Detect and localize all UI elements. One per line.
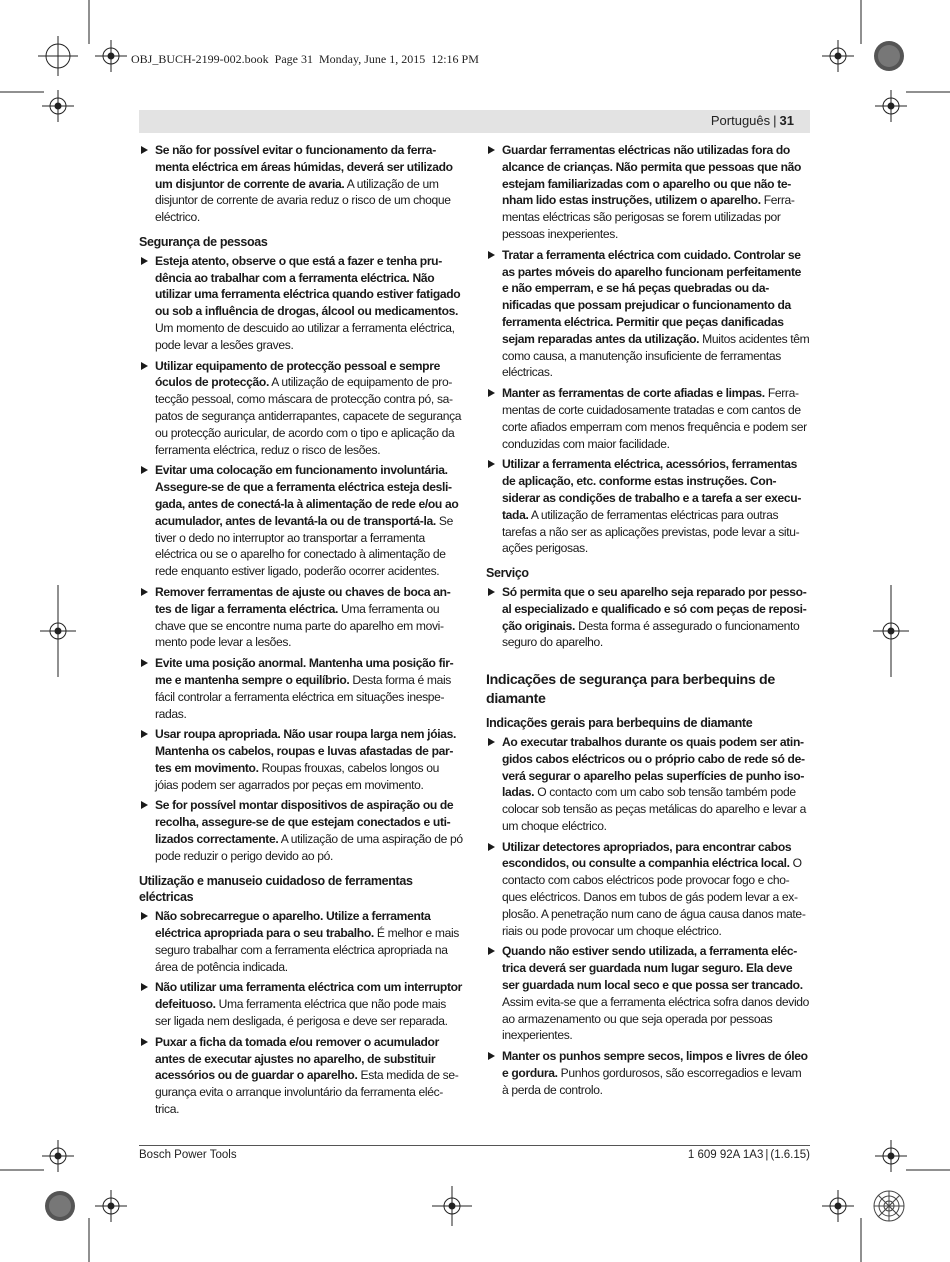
list-item	[486, 1048, 810, 1098]
item-text: O contacto com um cabo sob tensão também pode colocar sob tensão as peças metálicas do aparelho e levar a um choque eléctrico.	[502, 785, 807, 833]
item-bold-text: Só permita que o seu aparelho seja reparado por pessoal especializado e qualificado e só com peças de reposição originais.	[502, 584, 807, 633]
bullet-triangle-icon	[141, 983, 148, 991]
bullet-triangle-icon	[141, 801, 148, 809]
section-heading-service: Serviço	[486, 566, 529, 581]
item-text: A utilização de equipamento de protecção pessoal, como máscara de protecção contra pó, sapatos de segurança antiderrapantes, capacete de segurança ou protecção auricular, de acordo com o tipo e aplicação da ferramenta eléctrica, reduz o risco de lesões.	[155, 375, 462, 457]
item-text: A utilização de uma aspiração de pó pode reduzir o perigo devido ao pó.	[155, 832, 463, 863]
list-item	[486, 456, 810, 557]
footer-doc-info: 1 609 92A 1A3 | (1.6.15)	[687, 1149, 810, 1161]
list-item	[486, 943, 810, 1044]
left-column	[139, 142, 463, 1122]
bullet-triangle-icon	[141, 659, 148, 667]
list-item	[139, 797, 463, 864]
bullet-triangle-icon	[488, 251, 495, 259]
list-item	[139, 908, 463, 975]
registration-mark-right-upper	[875, 90, 907, 122]
section-heading-tools: Utilização e manuseio cuidadoso de ferramentas eléctricas	[139, 873, 413, 905]
footer-doc-number: 1 609 92A 1A3	[687, 1149, 764, 1161]
list	[139, 908, 463, 1118]
item-bold-text: Ao executar trabalhos durante os quais podem ser atingidos cabos eléctricos ou o próprio cabo de rede só deverá segurar o aparelho pelas superfícies de punho isoladas.	[502, 734, 806, 800]
header-language: Português	[710, 113, 771, 128]
registration-mark-left-mid	[40, 585, 76, 677]
list-item	[139, 253, 463, 354]
bullet-triangle-icon	[141, 588, 148, 596]
item-text: Uma ferramenta ou chave que se encontre numa parte do aparelho em movimento pode levar a lesões.	[155, 601, 445, 650]
list	[139, 253, 463, 865]
item-bold-text: Evite uma posição anormal. Mantenha uma posição firme e mantenha sempre o equilíbrio.	[155, 656, 454, 687]
list-item	[139, 584, 463, 651]
item-bold-text: Utilizar a ferramenta eléctrica, acessórios, ferramentas de aplicação, etc. conforme estas instruções. Considerar as condições de trabalho e a tarefa a ser executada.	[502, 457, 802, 522]
item-text: É melhor e mais seguro trabalhar com a ferramenta eléctrica apropriada na área de potência indicada.	[155, 926, 460, 974]
registration-mark-bottom-center	[432, 1186, 472, 1226]
registration-mark-left-lower	[42, 1140, 74, 1172]
footer-brand: Bosch Power Tools	[139, 1149, 237, 1161]
item-bold-text: Guardar ferramentas eléctricas não utilizadas fora do alcance de crianças. Não permita que pessoas que não estejam familiarizadas com o aparelho ou que não tenham lido estas instruções, utilizem o aparelho.	[502, 143, 802, 208]
list-item	[486, 247, 810, 381]
color-target-top-right	[874, 41, 904, 71]
item-text: Desta forma é assegurado o funcionamento seguro do aparelho.	[502, 618, 800, 650]
header-text: Português | 31	[710, 113, 794, 128]
item-bold-text: Utilizar detectores apropriados, para encontrar cabos escondidos, ou consulte a companhia eléctrica local.	[502, 839, 792, 871]
footer-date: (1.6.15)	[770, 1149, 810, 1161]
item-bold-text: Não utilizar uma ferramenta eléctrica com um interruptor defeituoso.	[155, 980, 463, 1012]
bullet-triangle-icon	[488, 738, 495, 746]
bullet-triangle-icon	[488, 146, 495, 154]
section-heading-people: Segurança de pessoas	[139, 234, 268, 249]
list-item	[486, 142, 810, 243]
list-item	[139, 358, 463, 459]
item-bold-text: Manter os punhos sempre secos, limpos e livres de óleo e gordura.	[502, 1049, 808, 1081]
bullet-triangle-icon	[141, 912, 148, 920]
item-bold-text: Tratar a ferramenta eléctrica com cuidado. Controlar se as partes móveis do aparelho funcionam perfeitamente e não emperram, e se há peças quebradas ou danificadas que possam prejudicar o funcionamento da ferramenta eléctrica. Permitir que peças danificadas sejam reparadas antes da utilização.	[502, 247, 802, 346]
subheading-general: Indicações gerais para berbequins de diamante	[486, 716, 753, 731]
item-text: Assim evita-se que a ferramenta eléctrica sofra danos devido ao armazenamento ou que seja operada por pessoas inexperientes.	[502, 994, 810, 1043]
item-bold-text: Se for possível montar dispositivos de aspiração ou de recolha, assegure-se de que estejam conectados e utilizados correctamente.	[155, 798, 454, 847]
list-item	[486, 385, 810, 452]
registration-mark-top-right	[822, 40, 854, 72]
bullet-triangle-icon	[488, 460, 495, 468]
item-text: Esta medida de segurança evita o arranque involuntário da ferramenta eléctrica.	[155, 1068, 459, 1117]
page-header	[139, 110, 810, 133]
item-text: Um momento de descuido ao utilizar a ferramenta eléctrica, pode levar a lesões graves.	[155, 320, 455, 352]
registration-mark-right-mid	[873, 585, 909, 677]
list	[486, 734, 810, 1099]
color-target-bottom-right	[874, 1191, 904, 1221]
item-bold-text: Manter as ferramentas de corte afiadas e limpas.	[502, 386, 765, 401]
item-bold-text: Puxar a ficha da tomada e/ou remover o acumulador antes de executar ajustes no aparelho, de substituir acessórios ou de guardar o aparelho.	[155, 1034, 439, 1083]
bullet-triangle-icon	[141, 146, 148, 154]
footer-rule	[139, 1145, 810, 1146]
item-text: Punhos gordurosos, são escorregadios e levam à perda de controlo.	[502, 1066, 802, 1097]
item-bold-text: Evitar uma colocação em funcionamento involuntária. Assegure-se de que a ferramenta eléctrica esteja desligada, antes de conectá-la à alimentação de rede e/ou ao acumulador, antes de levantá-la ou de transportá-la.	[155, 463, 459, 528]
bullet-triangle-icon	[488, 1052, 495, 1060]
registration-mark-left-upper	[42, 90, 74, 122]
bullet-triangle-icon	[141, 1038, 148, 1046]
item-text: Se tiver o dedo no interruptor ao transportar a ferramenta eléctrica ou se o aparelho for conectado à alimentação de rede enquanto estiver ligado, poderão ocorrer acidentes.	[155, 513, 453, 579]
registration-mark-bottom-left-2	[95, 1190, 127, 1222]
item-bold-text: Se não for possível evitar o funcionamento da ferramenta eléctrica em áreas húmidas, deverá ser utilizado um disjuntor de corrente de avaria.	[155, 143, 453, 191]
item-text: Desta forma é mais fácil controlar a ferramenta eléctrica em situações inesperadas.	[155, 672, 451, 721]
bullet-triangle-icon	[141, 730, 148, 738]
item-text: A utilização de um disjuntor de corrente de avaria reduz o risco de um choque eléctrico.	[155, 176, 451, 225]
list-item	[139, 142, 463, 226]
item-bold-text: Não sobrecarregue o aparelho. Utilize a ferramenta eléctrica apropriada para o seu trabalho.	[155, 909, 431, 941]
list-item	[139, 979, 463, 1029]
list-item	[139, 655, 463, 722]
item-text: Roupas frouxas, cabelos longos ou jóias podem ser agarrados por peças em movimento.	[155, 760, 439, 792]
item-bold-text: Quando não estiver sendo utilizada, a ferramenta eléctrica deverá ser guardada num lugar seguro. Ela deve ser guardada num local seco e que possa ser trancado.	[502, 944, 803, 993]
list	[486, 142, 810, 557]
item-bold-text: Remover ferramentas de ajuste ou chaves de boca antes de ligar a ferramenta eléctrica.	[155, 584, 451, 616]
item-bold-text: Usar roupa apropriada. Não usar roupa larga nem jóias. Mantenha os cabelos, roupas e luvas afastadas de partes em movimento.	[155, 727, 457, 775]
list	[486, 584, 810, 651]
list	[139, 142, 463, 226]
item-text: O contacto com cabos eléctricos pode provocar fogo e choques eléctricos. Danos em tubos de gás podem levar a explosão. A penetração num cano de água causa danos materiais ou pode provocar um choque eléctrico.	[502, 856, 806, 938]
right-column	[486, 142, 810, 1103]
header-page-number: 31	[779, 113, 794, 128]
bullet-triangle-icon	[488, 389, 495, 397]
registration-mark-top-left-2	[95, 40, 127, 72]
bullet-triangle-icon	[141, 257, 148, 265]
item-text: Ferramentas de corte cuidadosamente tratadas e com cantos de corte afiados emperram com menos frequência e podem ser conduzidas com maior facilidade.	[502, 386, 807, 451]
item-text: Uma ferramenta eléctrica que não pode mais ser ligada nem desligada, é perigosa e deve ser reparada.	[155, 997, 448, 1029]
list-item	[486, 734, 810, 835]
item-text: A utilização de ferramentas eléctricas para outras tarefas a não ser as aplicações previstas, pode levar a situações perigosas.	[502, 507, 800, 556]
bullet-triangle-icon	[488, 843, 495, 851]
item-bold-text: Utilizar equipamento de protecção pessoal e sempre óculos de protecção.	[155, 358, 440, 390]
item-bold-text: Esteja atento, observe o que está a fazer e tenha prudência ao trabalhar com a ferramenta eléctrica. Não utilizar uma ferramenta eléctrica quando estiver fatigado ou sob a influência de drogas, álcool ou medicamentos.	[155, 253, 461, 319]
list-item	[486, 839, 810, 940]
bullet-triangle-icon	[141, 362, 148, 370]
item-text: Muitos acidentes têm como causa, a manutenção insuficiente de ferramentas eléctricas.	[502, 331, 810, 380]
registration-mark-bottom-right	[822, 1190, 854, 1222]
list-item	[139, 1034, 463, 1118]
registration-mark-right-lower	[875, 1140, 907, 1172]
registration-mark-top-left	[38, 36, 78, 76]
section-heading-diamond: Indicações de segurança para berbequins de diamante	[486, 672, 775, 708]
bullet-triangle-icon	[141, 466, 148, 474]
list-item	[139, 462, 463, 580]
list-item	[139, 726, 463, 793]
item-text: Ferramentas eléctricas são perigosas se forem utilizadas por pessoas inexperientes.	[502, 193, 795, 241]
list-item	[486, 584, 810, 651]
bullet-triangle-icon	[488, 588, 495, 596]
print-slug-line: OBJ_BUCH-2199-002.book Page 31 Monday, June 1, 2015 12:16 PM	[131, 52, 479, 66]
color-target-bottom-left	[45, 1191, 75, 1221]
bullet-triangle-icon	[488, 947, 495, 955]
